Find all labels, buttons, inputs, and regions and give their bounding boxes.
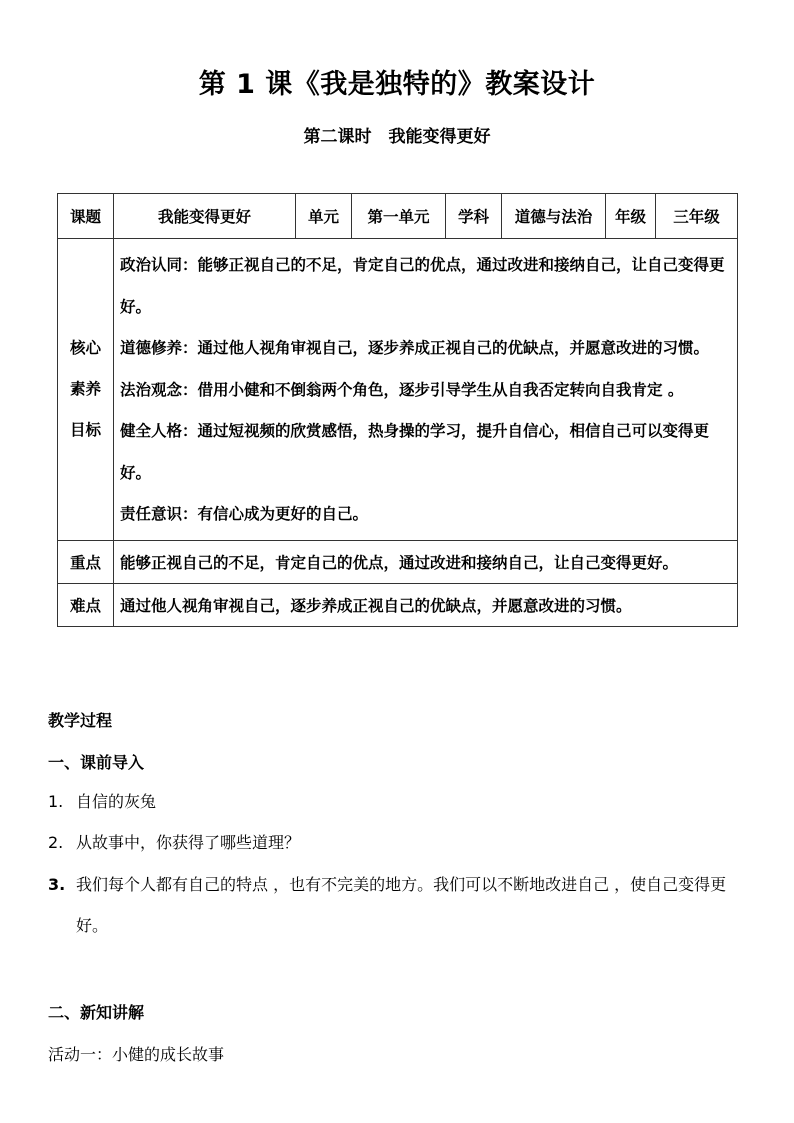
header-topic-label: 课题 bbox=[58, 194, 114, 239]
goals-content bbox=[114, 239, 738, 541]
goal-item: 责任意识：有信心成为更好的自己。 bbox=[120, 505, 369, 523]
difficulty-text: 通过他人视角审视自己，逐步养成正视自己的优缺点，并愿意改进的习惯。 bbox=[114, 583, 738, 626]
section-heading-new: 二、新知讲解 bbox=[48, 1003, 145, 1022]
list-item-number: 3. bbox=[48, 875, 66, 894]
header-grade-value: 三年级 bbox=[656, 194, 738, 239]
section-heading-intro: 一、课前导入 bbox=[48, 753, 145, 772]
header-unit-label: 单元 bbox=[296, 194, 352, 239]
list-item-text: 自信的灰兔 bbox=[76, 792, 157, 811]
header-unit-value: 第一单元 bbox=[352, 194, 446, 239]
list-item-text: 我们每个人都有自己的特点 ，也有不完美的地方。我们可以不断地改进自己 ，使自己变得更好。 bbox=[76, 875, 727, 935]
goals-label: 核心 素养 目标 bbox=[58, 239, 114, 541]
header-grade-label: 年级 bbox=[606, 194, 656, 239]
goal-item: 道德修养：通过他人视角审视自己，逐步养成正视自己的优缺点，并愿意改进的习惯。 bbox=[120, 339, 710, 357]
goal-item: 健全人格：通过短视频的欣赏感悟，热身操的学习，提升自信心，相信自己可以变得更好。 bbox=[120, 422, 710, 482]
key-point-text: 能够正视自己的不足，肯定自己的优点，通过改进和接纳自己，让自己变得更好。 bbox=[114, 540, 738, 583]
header-subject-value: 道德与法治 bbox=[502, 194, 606, 239]
difficulty-label: 难点 bbox=[58, 583, 114, 626]
goals-row bbox=[58, 239, 738, 541]
key-point-label: 重点 bbox=[58, 540, 114, 583]
key-point-row bbox=[58, 540, 738, 583]
difficulty-row bbox=[58, 583, 738, 626]
goal-item: 法治观念：借用小健和不倒翁两个角色，逐步引导学生从自我否定转向自我肯定 。 bbox=[120, 380, 684, 399]
document-title: 第 1 课《我是独特的》教案设计 bbox=[198, 69, 596, 100]
goal-item: 政治认同：能够正视自己的不足，肯定自己的优点，通过改进和接纳自己，让自己变得更好。 bbox=[120, 256, 725, 316]
list-item-number: 2. bbox=[48, 833, 64, 852]
list-item-number: 1. bbox=[48, 792, 64, 811]
list-item-text: 从故事中，你获得了哪些道理？ bbox=[76, 833, 301, 852]
document-subtitle: 第二课时 我能变得更好 bbox=[303, 127, 491, 147]
header-topic-value: 我能变得更好 bbox=[114, 194, 296, 239]
process-heading: 教学过程 bbox=[48, 711, 113, 730]
lesson-plan-table bbox=[57, 193, 738, 627]
table-header-row bbox=[58, 194, 738, 239]
activity-line: 活动一：小健的成长故事 bbox=[48, 1045, 225, 1064]
header-subject-label: 学科 bbox=[446, 194, 502, 239]
